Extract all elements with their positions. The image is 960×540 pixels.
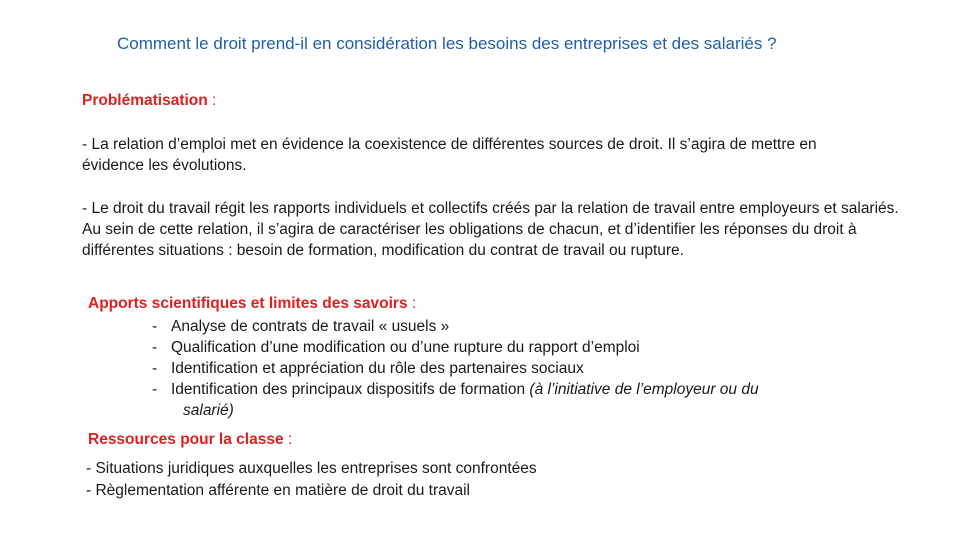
- list-item: [152, 316, 892, 337]
- list-item-italic-continuation: salarié): [183, 402, 234, 419]
- list-item-text: Identification des principaux dispositifs de formation: [171, 381, 530, 398]
- apports-heading-text: Apports scientifiques et limites des savoirs: [88, 295, 408, 312]
- ressources-heading: [88, 431, 292, 449]
- problematisation-paragraph-2: - Le droit du travail régit les rapports individuels et collectifs créés par la relation de travail entre employeurs et salariés. Au sein de cette relation, il s’agira de caractériser les obligations de chacun, et d’identifier les réponses du droit à différentes situations : besoin de formation, modification du contrat de travail ou rupture.: [82, 200, 899, 259]
- list-dash: -: [152, 339, 158, 356]
- list-item-italic: (à l’initiative de l’employeur ou du: [529, 381, 759, 398]
- list-dash: -: [152, 381, 158, 398]
- problematisation-heading: [82, 92, 216, 110]
- ressources-heading-text: Ressources pour la classe: [88, 431, 284, 448]
- ressource-line: - Situations juridiques auxquelles les entreprises sont confrontées: [86, 460, 537, 477]
- list-item: [152, 379, 892, 421]
- apports-list: [152, 316, 892, 421]
- list-item: [152, 337, 892, 358]
- list-item-text: Qualification d’une modification ou d’une rupture du rapport d’emploi: [171, 339, 640, 356]
- problematisation-paragraph-1: - La relation d’emploi met en évidence la coexistence de différentes sources de droit. Il s’agira de mettre en évidence les évolutions.: [82, 136, 817, 174]
- apports-heading: [88, 295, 416, 313]
- ressource-line: - Règlementation afférente en matière de droit du travail: [86, 482, 470, 499]
- list-item-text: Analyse de contrats de travail « usuels »: [171, 318, 450, 335]
- page-title: Comment le droit prend-il en considération les besoins des entreprises et des salariés ?: [117, 34, 777, 53]
- problematisation-heading-colon: :: [207, 92, 217, 109]
- list-dash: -: [152, 360, 158, 377]
- list-dash: -: [152, 318, 158, 335]
- apports-heading-colon: :: [407, 295, 417, 312]
- ressources-heading-colon: :: [283, 431, 293, 448]
- problematisation-heading-text: Problématisation: [82, 92, 208, 109]
- list-item: [152, 358, 892, 379]
- list-item-text: Identification et appréciation du rôle des partenaires sociaux: [171, 360, 584, 377]
